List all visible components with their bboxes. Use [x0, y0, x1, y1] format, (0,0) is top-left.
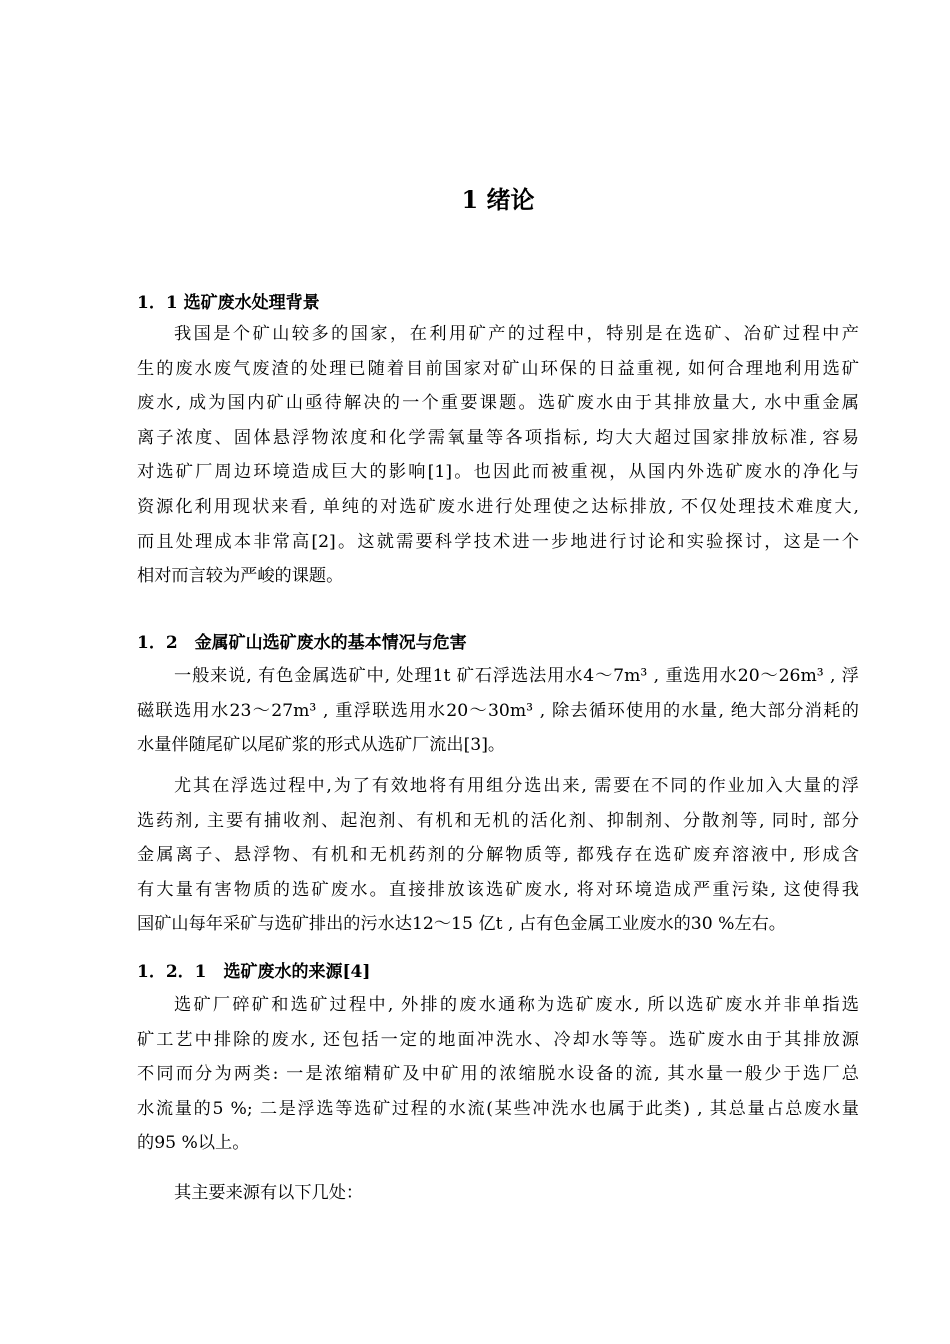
section-1-2-1-heading: 1．2．1 选矿废水的来源[4]: [137, 962, 371, 982]
text-line: 其主要来源有以下几处：: [174, 1183, 364, 1203]
text-line: 资源化利用现状来看, 单纯的对选矿废水进行处理使之达标排放, 不仅处理技术难度大,: [137, 496, 859, 517]
text-line: 相对而言较为严峻的课题。: [137, 566, 344, 587]
text-line: 选矿厂碎矿和选矿过程中, 外排的废水通称为选矿废水, 所以选矿废水并非单指选: [174, 995, 859, 1015]
section-1-2-1-paragraph-1: [137, 988, 859, 1161]
section-1-2-heading: 1．2 金属矿山选矿废水的基本情况与危害: [137, 633, 467, 653]
text-line: 的95 %以上。: [137, 1133, 250, 1154]
text-line: 金属离子、悬浮物、有机和无机药剂的分解物质等, 都残存在选矿废弃溶液中, 形成含: [137, 845, 859, 866]
text-line: 一般来说, 有色金属选矿中, 处理1t 矿石浮选法用水4～7m³ , 重选用水20～26m³ , 浮: [174, 666, 859, 686]
text-line: 尤其在浮选过程中,为了有效地将有用组分选出来, 需要在不同的作业加入大量的浮: [174, 776, 859, 796]
text-line: 水流量的5 %; 二是浮选等选矿过程的水流(某些冲洗水也属于此类) , 其总量占总废水量: [137, 1098, 859, 1119]
section-1-1-paragraph: [137, 317, 859, 594]
text-line: 选药剂, 主要有捕收剂、起泡剂、有机和无机的活化剂、抑制剂、分散剂等, 同时, 部分: [137, 810, 859, 831]
text-line: 对选矿厂周边环境造成巨大的影响[1]。也因此而被重视，从国内外选矿废水的净化与: [137, 462, 859, 483]
section-1-1-heading: 1．1 选矿废水处理背景: [137, 293, 320, 313]
text-line: 不同而分为两类: 一是浓缩精矿及中矿用的浓缩脱水设备的流, 其水量一般少于选厂总: [137, 1064, 859, 1085]
text-line: 有大量有害物质的选矿废水。直接排放该选矿废水, 将对环境造成严重污染, 这使得我: [137, 879, 859, 900]
section-1-2-paragraph-2: [137, 769, 859, 942]
section-1-2-paragraph-1: [137, 659, 859, 763]
text-line: 离子浓度、固体悬浮物浓度和化学需氧量等各项指标, 均大大超过国家排放标准, 容易: [137, 427, 859, 448]
text-line: 生的废水废气废渣的处理已随着目前国家对矿山环保的日益重视, 如何合理地利用选矿: [137, 358, 859, 379]
text-line: 磁联选用水23～27m³ , 重浮联选用水20～30m³ , 除去循环使用的水量, 绝大部分消耗的: [137, 700, 859, 721]
text-line: 我国是个矿山较多的国家，在利用矿产的过程中，特别是在选矿、冶矿过程中产: [174, 324, 859, 344]
text-line: 水量伴随尾矿以尾矿浆的形式从选矿厂流出[3]。: [137, 735, 506, 756]
text-line: 矿工艺中排除的废水, 还包括一定的地面冲洗水、冷却水等等。选矿废水由于其排放源: [137, 1029, 859, 1050]
section-1-2-1-paragraph-2: [137, 1176, 859, 1211]
text-line: 废水, 成为国内矿山亟待解决的一个重要课题。选矿废水由于其排放量大, 水中重金属: [137, 393, 859, 414]
chapter-title: 1 绪论: [461, 185, 535, 214]
text-line: 国矿山每年采矿与选矿排出的污水达12～15 亿t , 占有色金属工业废水的30 %左右。: [137, 914, 786, 935]
text-line: 而且处理成本非常高[2]。这就需要科学技术进一步地进行讨论和实验探讨，这是一个: [137, 531, 859, 552]
